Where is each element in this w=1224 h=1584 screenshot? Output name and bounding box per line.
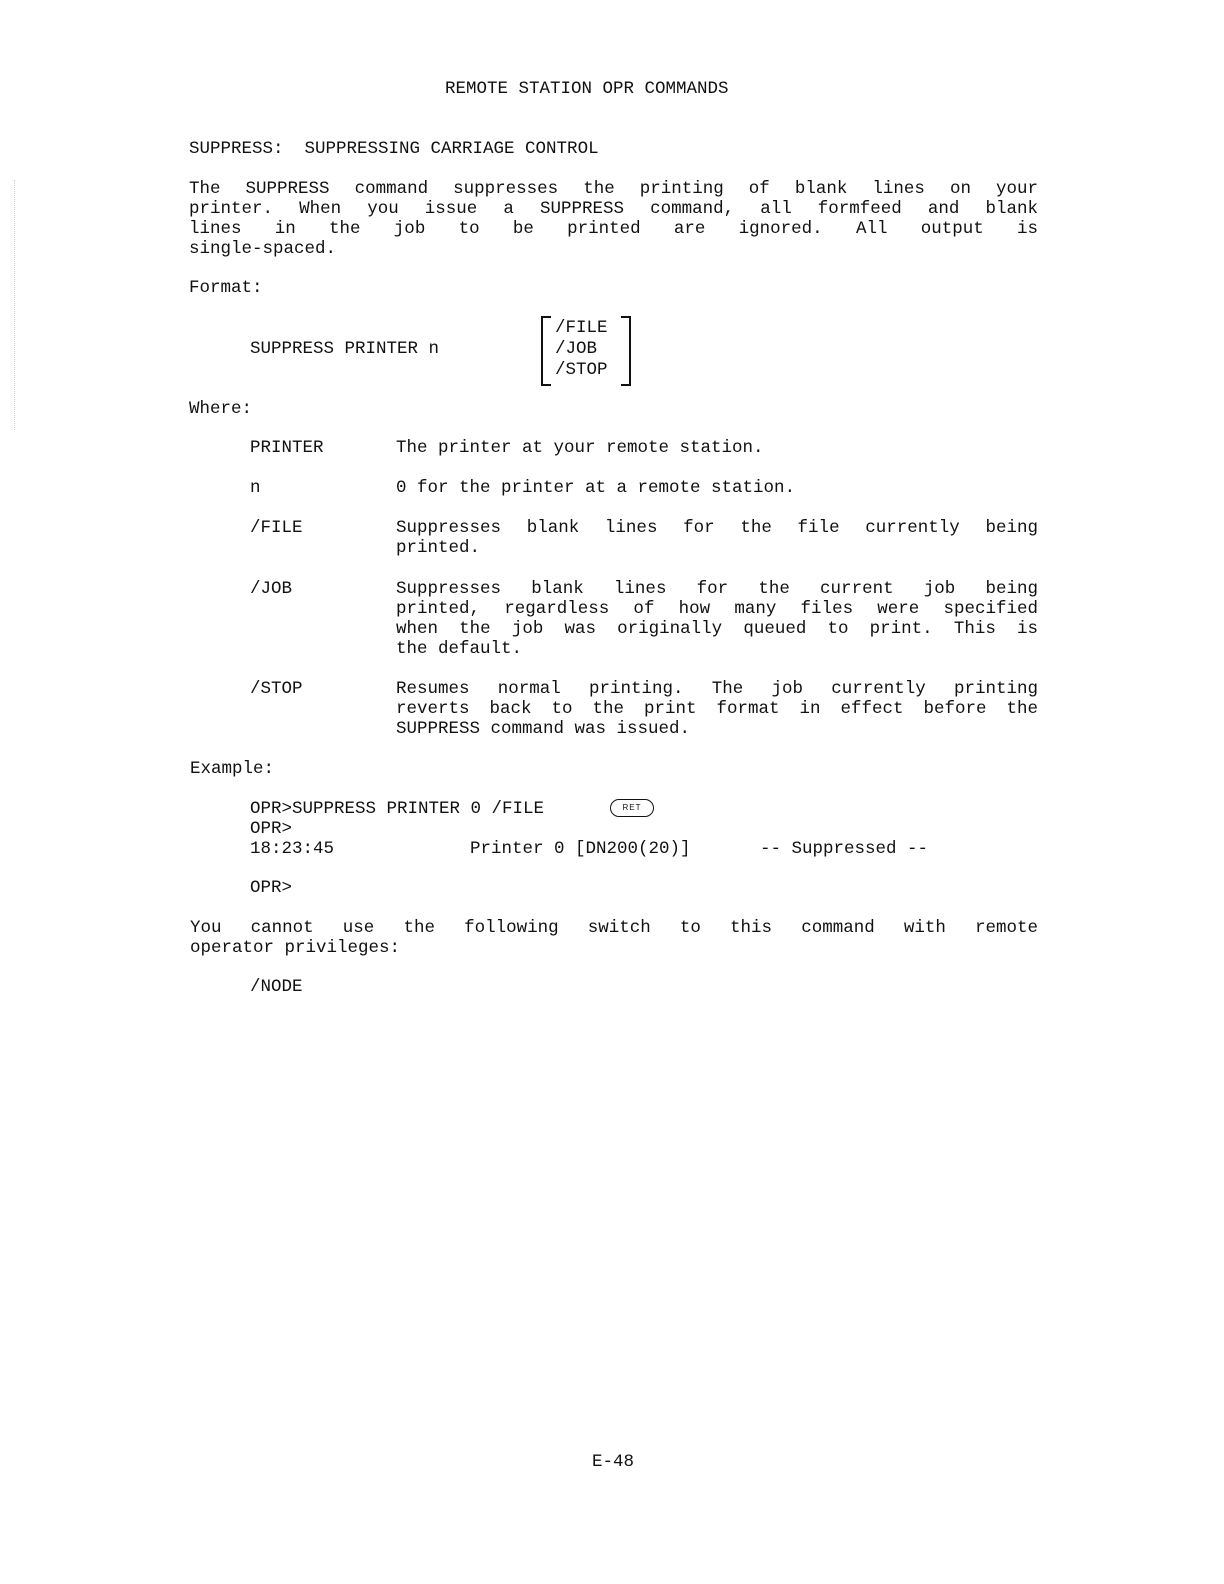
intro-line: lines in the job to be printed are ignored. All output is [189, 219, 1038, 239]
format-option: /STOP [555, 360, 608, 380]
definition-line: Suppresses blank lines for the current job being [396, 579, 1038, 599]
example-timestamp: 18:23:45 [250, 839, 335, 859]
example-status: -- Suppressed -- [760, 839, 929, 859]
definition-text [396, 438, 1038, 458]
example-prompt: OPR> [250, 878, 293, 898]
definition-text [396, 679, 1038, 739]
definition-line: The printer at your remote station. [396, 438, 764, 458]
intro-line: printer. When you issue a SUPPRESS command, all formfeed and blank [189, 199, 1038, 219]
intro-line: single-spaced. [189, 239, 337, 259]
format-option: /FILE [555, 318, 608, 338]
example-label: Example: [190, 759, 275, 779]
definition-line: printed, regardless of how many files were specified [396, 599, 1038, 619]
note-line: You cannot use the following switch to this command with remote [190, 918, 1038, 938]
definition-text [396, 518, 1038, 558]
definition-line: the default. [396, 639, 523, 659]
definition-term: n [250, 478, 261, 498]
definition-line: Resumes normal printing. The job currently printing [396, 679, 1038, 699]
where-label: Where: [189, 399, 253, 419]
section-title: SUPPRESS: SUPPRESSING CARRIAGE CONTROL [189, 139, 599, 159]
example-command-line: OPR>SUPPRESS PRINTER 0 /FILE [250, 799, 545, 819]
intro-paragraph [189, 179, 1038, 259]
definition-term: /FILE [250, 518, 303, 538]
definition-text [396, 478, 1038, 498]
format-command: SUPPRESS PRINTER n [250, 339, 440, 359]
definition-line: SUPPRESS command was issued. [396, 719, 691, 739]
switch-name: /NODE [250, 977, 303, 997]
page-header: REMOTE STATION OPR COMMANDS [445, 79, 729, 99]
format-option: /JOB [555, 339, 598, 359]
definition-line: printed. [396, 538, 481, 558]
definition-line: reverts back to the print format in effect before the [396, 699, 1038, 719]
intro-line: The SUPPRESS command suppresses the printing of blank lines on your [189, 179, 1038, 199]
right-bracket [621, 316, 631, 386]
note-paragraph [190, 918, 1038, 958]
definition-term: PRINTER [250, 438, 324, 458]
format-label: Format: [189, 278, 263, 298]
left-bracket [541, 316, 551, 386]
page-number: E-48 [592, 1452, 635, 1472]
definition-text [396, 579, 1038, 659]
definition-line: 0 for the printer at a remote station. [396, 478, 796, 498]
example-printer: Printer 0 [DN200(20)] [470, 839, 691, 859]
example-prompt: OPR> [250, 819, 293, 839]
definition-line: Suppresses blank lines for the file currently being [396, 518, 1038, 538]
scan-margin-marks [14, 180, 16, 430]
definition-line: when the job was originally queued to print. This is [396, 619, 1038, 639]
note-line: operator privileges: [190, 938, 401, 958]
return-key-icon: RET [610, 799, 654, 817]
definition-term: /JOB [250, 579, 293, 599]
definition-term: /STOP [250, 679, 303, 699]
